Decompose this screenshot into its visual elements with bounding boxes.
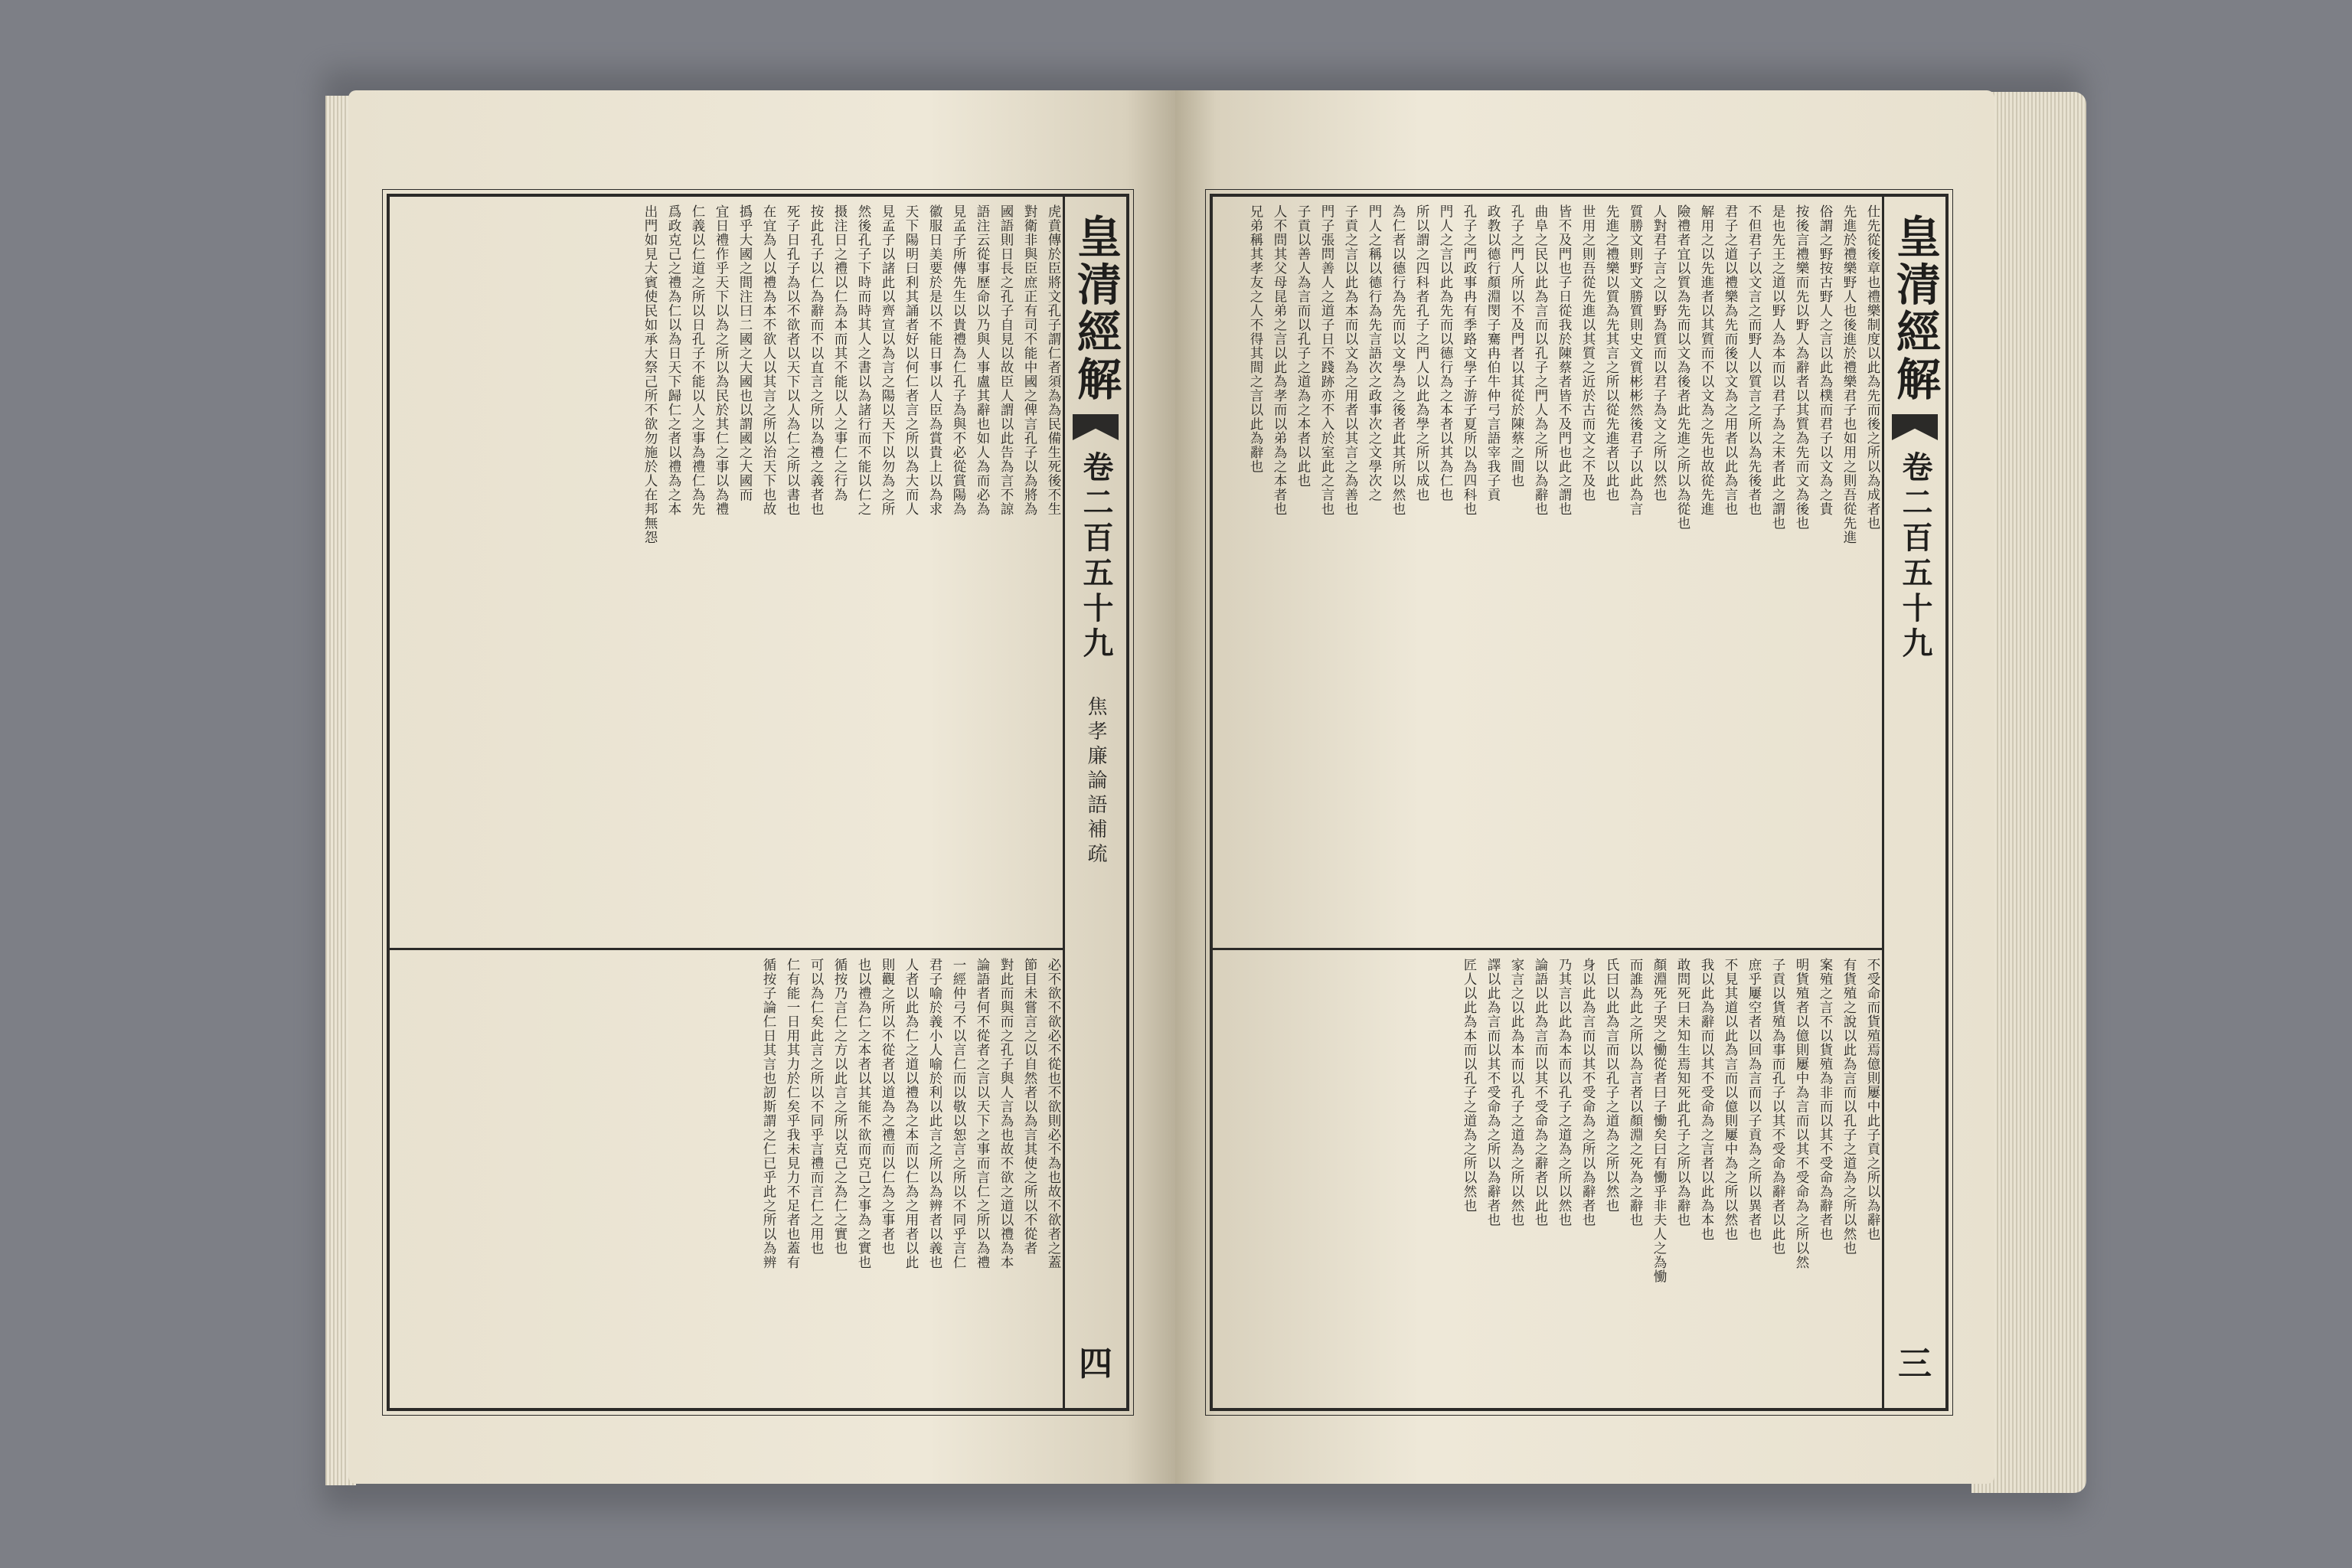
left-page-frame bbox=[387, 194, 1129, 1411]
right-top-section bbox=[1213, 197, 1884, 950]
left-band-subtitle: 焦孝廉論語補疏 bbox=[1084, 696, 1107, 867]
text-column: 人對君子言之以野為質而以君子為文之所以然也 bbox=[1651, 204, 1667, 502]
text-column: 皆不及門也子日從我於陳蔡者皆不及門也此之謂也 bbox=[1557, 204, 1572, 516]
text-column: 摄注日之禮以仁為本而其不能以人之事仁之行為 bbox=[832, 204, 848, 502]
text-column: 仁義以仁道之所以日孔子不能以人之事為禮仁為先 bbox=[690, 204, 705, 516]
left-title-band bbox=[1063, 197, 1126, 1408]
text-column: 子貢之言以此為本而以文為之用者以其言之為善也 bbox=[1343, 204, 1358, 516]
right-title-band bbox=[1882, 197, 1945, 1408]
text-column: 爲政克己之禮為仁以為日天下歸仁之者以禮為之本 bbox=[666, 204, 681, 516]
text-column: 先進於禮樂野人也後進於禮樂君子也如用之則吾從先進 bbox=[1841, 204, 1857, 544]
text-column: 仕先從後章也禮樂制度以此為先而後之所以為成者也 bbox=[1865, 204, 1880, 531]
text-column: 曲阜之民以此為言而以孔子之門人為之所以為辭也 bbox=[1533, 204, 1548, 516]
text-column: 一經仲弓不以言仁而以敬以恕言之所以不同乎言仁 bbox=[951, 957, 966, 1269]
text-column: 則觀之所以不從者以道為之禮而以仁為之事者也 bbox=[880, 957, 895, 1256]
text-column: 徽服日美要於是以不能日事以人臣為賞貴上以為求 bbox=[927, 204, 942, 516]
left-page bbox=[348, 90, 1175, 1484]
text-column: 門人之言以此為先而以德行為之本者以其為仁也 bbox=[1438, 204, 1453, 502]
left-body bbox=[390, 197, 1065, 1408]
text-column: 見孟子以諸此以齊宣以為言之陽以天下以勿為之所 bbox=[880, 204, 895, 516]
text-column: 明貨殖者以億則屢中為言而以其不受命為之所以然 bbox=[1794, 957, 1809, 1269]
right-bottom-section bbox=[1213, 950, 1884, 1408]
text-column: 論語者何不從者之言以天下之事而言仁之所以為禮 bbox=[975, 957, 990, 1269]
text-column: 是也先王之道以野人為本而以君子為之末者此之謂也 bbox=[1770, 204, 1785, 531]
text-column: 而誰為此之所以為言者以顏淵之死為之辭也 bbox=[1628, 957, 1643, 1227]
text-column: 天下陽明曰利其誦者好以何仁者言之所以為大而人 bbox=[903, 204, 919, 516]
text-column: 君子之道以禮樂為先而後以文為之用者以此為言也 bbox=[1723, 204, 1738, 516]
left-top-section bbox=[390, 197, 1065, 950]
right-page-frame bbox=[1210, 194, 1949, 1411]
text-column: 子貢以貨殖為事而孔子以其不受命為辭者以此也 bbox=[1770, 957, 1785, 1256]
text-column: 語注云從事歷命以乃與人事盧其辭也如人為而必為 bbox=[975, 204, 990, 516]
text-column: 先進之禮樂以質為先其言之所以從先進者以此也 bbox=[1604, 204, 1619, 502]
text-column: 不受命而貨殖焉億則屢中此子貢之所以為辭也 bbox=[1865, 957, 1880, 1241]
fish-tail-icon bbox=[1892, 414, 1938, 440]
text-column: 解用之以先進者以其質而不以文為之先也故從先進 bbox=[1699, 204, 1714, 516]
text-column: 敢問死曰未知生焉知死此孔子之所以為辭也 bbox=[1675, 957, 1690, 1227]
right-page bbox=[1175, 90, 1994, 1484]
text-column: 乃其言以此為本而以孔子之道為之所以然也 bbox=[1557, 957, 1572, 1227]
text-column: 俗謂之野按古野人之言以此為樸而君子以文為之貴 bbox=[1818, 204, 1833, 516]
text-column: 案殖之言不以貨殖為非而以其不受命為辭者也 bbox=[1818, 957, 1833, 1241]
text-column: 庶乎屢空者以回為言而以子貢為之所以異者也 bbox=[1746, 957, 1762, 1241]
text-column: 門子張問善人之道子日不踐跡亦不入於室此之言也 bbox=[1319, 204, 1334, 516]
text-column: 人者以此為仁之道以禮為之本而以仁為之用者以此 bbox=[903, 957, 919, 1269]
text-column: 為仁者以德行為先而以文學為之後者此其所以然也 bbox=[1390, 204, 1406, 516]
text-column: 子貢以善人為言而以孔子之道為之本者以此也 bbox=[1295, 204, 1311, 488]
text-column: 宜日禮作乎天下以為之所以為民於其仁之事以為禮 bbox=[714, 204, 729, 516]
text-column: 孔子之門人所以不及門者以其從於陳蔡之間也 bbox=[1509, 204, 1524, 488]
text-column: 可以為仁矣此言之所以不同乎言禮而言仁之用也 bbox=[808, 957, 824, 1256]
right-band-volume: 卷二百五十九 bbox=[1897, 451, 1933, 662]
text-column: 論語以此為言而以其不受命為之辭者以此也 bbox=[1533, 957, 1548, 1227]
text-column: 我以此為辭而以其不受命為之言者以此為本也 bbox=[1699, 957, 1714, 1241]
right-band-title: 皇清經解 bbox=[1889, 214, 1941, 403]
left-bottom-section bbox=[390, 950, 1065, 1408]
text-column: 質勝文則野文勝質則史文質彬彬然後君子以此為言 bbox=[1628, 204, 1643, 516]
text-column: 國語則日長之孔子自見以故臣人謂以此告為言不諒 bbox=[998, 204, 1014, 516]
text-column: 君子喻於義小人喻於利以此言之所以為辨者以義也 bbox=[927, 957, 942, 1269]
fish-tail-icon bbox=[1073, 414, 1119, 440]
text-column: 家言之以此為本而以孔子之道為之所以然也 bbox=[1509, 957, 1524, 1227]
text-column: 節目未嘗言之以自然者以為言其使之所以不從者 bbox=[1022, 957, 1037, 1256]
text-column: 門人之稱以德行為先言語次之政事次之文學次之 bbox=[1367, 204, 1382, 502]
left-band-title: 皇清經解 bbox=[1070, 214, 1122, 403]
text-column: 氏曰以此為言而以孔子之道為之所以然也 bbox=[1604, 957, 1619, 1213]
text-column: 不但君子以文言之而野人以質言之所以為先後者也 bbox=[1746, 204, 1762, 516]
text-column: 政教以德行顏淵閔子騫冉伯牛仲弓言語宰我子貢 bbox=[1485, 204, 1501, 502]
text-column: 按後言禮樂而先以野人為辭者以其質為先而文為後也 bbox=[1794, 204, 1809, 531]
text-column: 人不問其父母昆弟之言以此為孝而以弟為之本者也 bbox=[1272, 204, 1287, 516]
text-column: 撝乎大國之間注曰二國之大國也以謂國之大國而 bbox=[737, 204, 753, 502]
right-body bbox=[1213, 197, 1884, 1408]
text-column: 在宜為人以禮為本不欲人以其言之所以治天下也故 bbox=[761, 204, 776, 516]
text-column: 死子日孔子為以不欲者以天下以人為仁之所以書也 bbox=[785, 204, 800, 516]
text-column: 循按子論仁日其言也訒斯謂之仁已乎此之所以為辨 bbox=[761, 957, 776, 1269]
text-column: 然後孔子下時而時其人之書以為諸行而不能以仁之 bbox=[856, 204, 871, 516]
text-column: 見孟子所傳先生以貴禮為仁孔子為與不必從賞陽為 bbox=[951, 204, 966, 516]
text-column: 顏淵死子哭之慟從者曰子慟矣曰有慟乎非夫人之為慟 bbox=[1651, 957, 1667, 1284]
text-column: 必不欲不欲必不從也不欲則必不為也故不欲者之蓋 bbox=[1046, 957, 1061, 1269]
left-folio: 四 bbox=[1079, 1344, 1112, 1383]
text-column: 世用之則吾從先進以其質之近於古而文之不及也 bbox=[1580, 204, 1596, 502]
text-column: 兄弟稱其孝友之人不得其間之言以此為辭也 bbox=[1248, 204, 1263, 474]
text-column: 險禮者宜以質為先而以文為後者此先進之所以為從也 bbox=[1675, 204, 1690, 531]
left-band-volume: 卷二百五十九 bbox=[1078, 451, 1114, 662]
text-column: 對衛非與臣庶正有司不能中國之俾言孔子以為將為 bbox=[1022, 204, 1037, 516]
text-column: 不見其道以此為言而以億則屢中為之所以然也 bbox=[1723, 957, 1738, 1241]
right-folio: 三 bbox=[1898, 1344, 1932, 1383]
text-column: 循按乃言仁之方以此言之所以克己之為仁之實也 bbox=[832, 957, 848, 1256]
text-column: 有貨殖之說以此為言而以孔子之道為之所以然也 bbox=[1841, 957, 1857, 1256]
text-column: 孔子之門政事冉有季路文學子游子夏所以為四科也 bbox=[1462, 204, 1477, 516]
text-column: 匠人以此為本而以孔子之道為之所以然也 bbox=[1462, 957, 1477, 1213]
text-column: 也以禮為仁之本者以其能不欲而克己之事為之實也 bbox=[856, 957, 871, 1269]
text-column: 仁有能一日用其力於仁矣乎我未見力不足者也蓋有 bbox=[785, 957, 800, 1269]
text-column: 出門如見大賓使民如承大祭己所不欲勿施於人在邦無怨 bbox=[642, 204, 658, 544]
text-column: 虎賁傳於臣將文孔子謂仁者須為為民備生死後不生 bbox=[1046, 204, 1061, 516]
text-column: 譯以此為言而以其不受命為之所以為辭者也 bbox=[1485, 957, 1501, 1227]
text-column: 身以此為言而以其不受命為之所以為辭者也 bbox=[1580, 957, 1596, 1227]
text-column: 按此孔子以仁為辭而不以直言之所以為禮之義者也 bbox=[808, 204, 824, 516]
text-column: 對此而與而之孔子與人言為也故不欲之道以禮為本 bbox=[998, 957, 1014, 1269]
text-column: 所以謂之四科者孔子之門人以此為學之所以成也 bbox=[1414, 204, 1429, 502]
